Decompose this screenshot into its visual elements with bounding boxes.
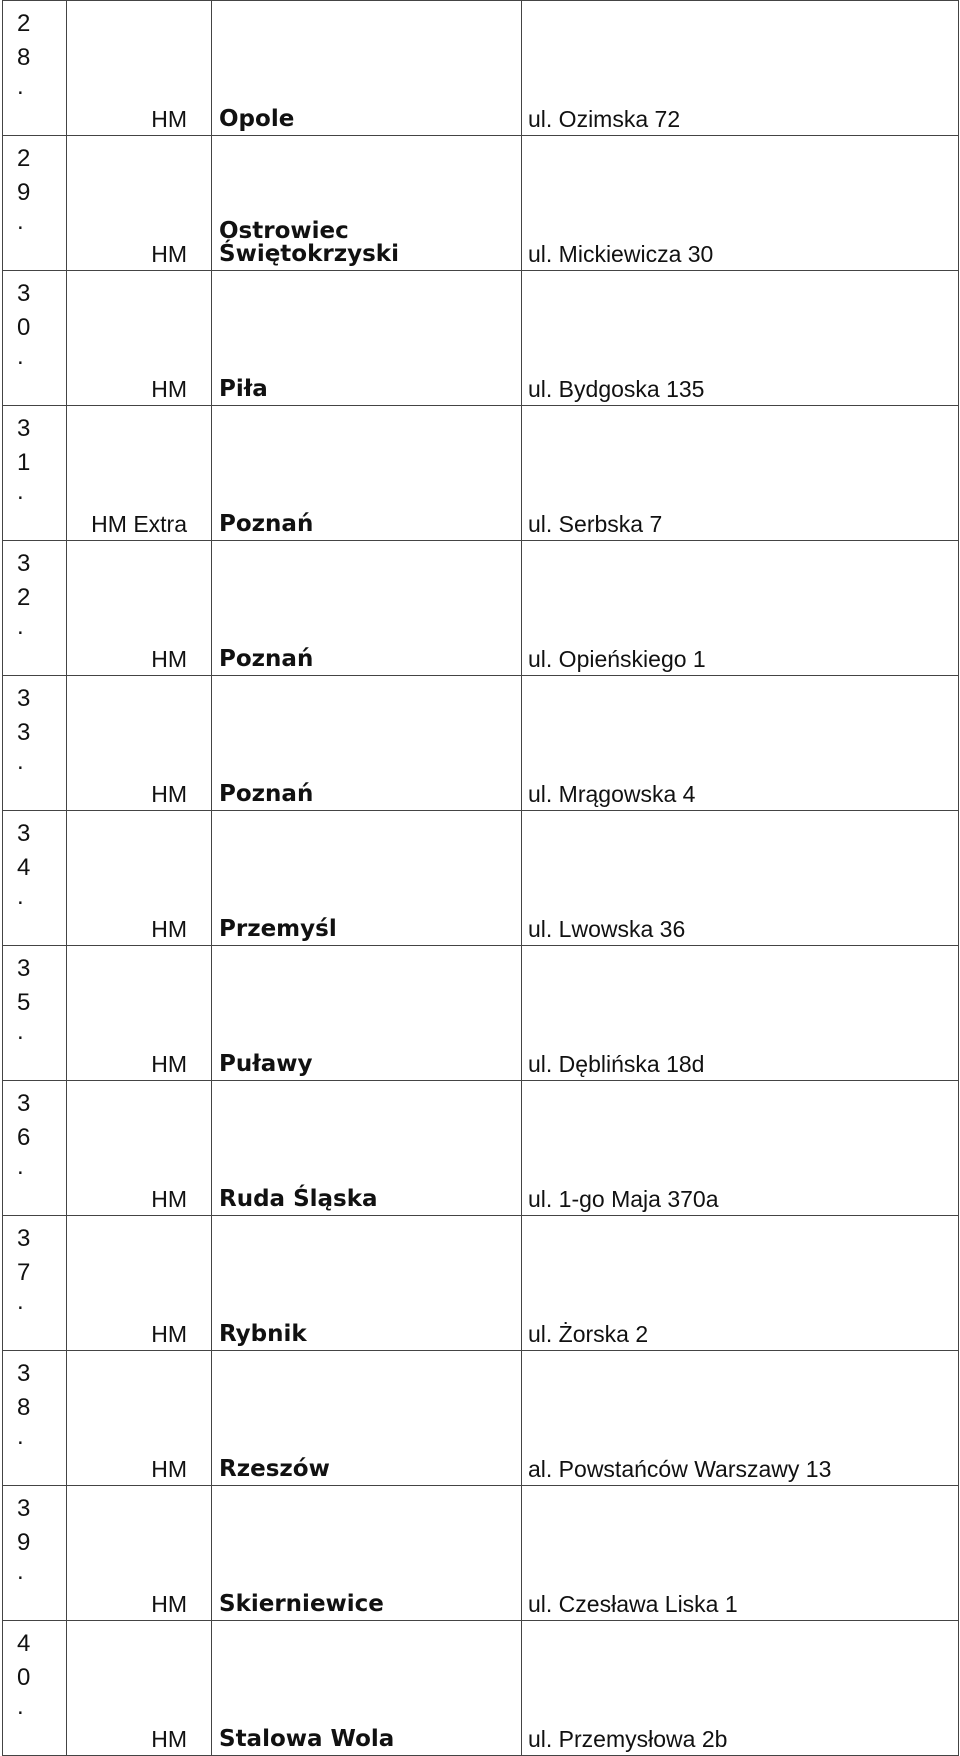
row-number-digit-1: 3	[17, 1495, 31, 1522]
store-city: Skierniewice	[212, 1486, 522, 1621]
row-number-dot: .	[17, 613, 24, 640]
table-row	[3, 406, 959, 541]
table-row	[3, 136, 959, 271]
table-row	[3, 271, 959, 406]
row-number-digit-2: 1	[17, 449, 31, 476]
store-address: ul. Mickiewicza 30	[522, 136, 959, 271]
row-number-digit-2: 5	[17, 989, 31, 1016]
store-city: Stalowa Wola	[212, 1621, 522, 1756]
row-number-digit-2: 9	[17, 1529, 31, 1556]
row-number	[3, 1081, 67, 1216]
table-row	[3, 811, 959, 946]
row-number-digit-2: 6	[17, 1124, 31, 1151]
store-city: Piła	[212, 271, 522, 406]
row-number-dot: .	[17, 748, 24, 775]
row-number	[3, 271, 67, 406]
row-number-digit-2: 7	[17, 1259, 31, 1286]
row-number-digit-2: 4	[17, 854, 31, 881]
store-type: HM	[67, 136, 212, 271]
row-number-digit-2: 8	[17, 44, 31, 71]
table-row	[3, 1, 959, 136]
store-type: HM	[67, 811, 212, 946]
row-number-dot: .	[17, 478, 24, 505]
store-address: al. Powstańców Warszawy 13	[522, 1351, 959, 1486]
store-address: ul. Przemysłowa 2b	[522, 1621, 959, 1756]
row-number	[3, 946, 67, 1081]
store-type: HM	[67, 946, 212, 1081]
table-row	[3, 1216, 959, 1351]
store-address: ul. Bydgoska 135	[522, 271, 959, 406]
store-address: ul. Lwowska 36	[522, 811, 959, 946]
store-type: HM	[67, 1, 212, 136]
row-number-digit-2: 2	[17, 584, 31, 611]
row-number-digit-1: 3	[17, 685, 31, 712]
store-address: ul. Serbska 7	[522, 406, 959, 541]
row-number-digit-1: 2	[17, 145, 31, 172]
store-address: ul. 1-go Maja 370a	[522, 1081, 959, 1216]
row-number	[3, 1216, 67, 1351]
row-number-digit-1: 3	[17, 280, 31, 307]
store-type: HM	[67, 1081, 212, 1216]
store-city: Rybnik	[212, 1216, 522, 1351]
store-city: Ostrowiec Świętokrzyski	[212, 136, 522, 271]
row-number-dot: .	[17, 73, 24, 100]
row-number	[3, 1, 67, 136]
row-number-digit-1: 3	[17, 550, 31, 577]
store-address: ul. Żorska 2	[522, 1216, 959, 1351]
store-type: HM	[67, 676, 212, 811]
table-row	[3, 1081, 959, 1216]
row-number-dot: .	[17, 208, 24, 235]
row-number-digit-1: 3	[17, 955, 31, 982]
row-number-digit-1: 4	[17, 1630, 31, 1657]
row-number-digit-2: 9	[17, 179, 31, 206]
row-number-digit-2: 3	[17, 719, 31, 746]
row-number-dot: .	[17, 1018, 24, 1045]
table-row	[3, 1621, 959, 1756]
row-number	[3, 676, 67, 811]
table-row	[3, 1486, 959, 1621]
store-city: Opole	[212, 1, 522, 136]
row-number-dot: .	[17, 1423, 24, 1450]
store-type: HM	[67, 541, 212, 676]
store-type: HM	[67, 1351, 212, 1486]
row-number	[3, 811, 67, 946]
store-city: Puławy	[212, 946, 522, 1081]
row-number	[3, 136, 67, 271]
row-number	[3, 1621, 67, 1756]
store-city: Poznań	[212, 541, 522, 676]
stores-table	[2, 0, 959, 1756]
row-number	[3, 406, 67, 541]
store-city: Przemyśl	[212, 811, 522, 946]
row-number-digit-1: 3	[17, 820, 31, 847]
row-number-digit-2: 8	[17, 1394, 31, 1421]
store-city: Rzeszów	[212, 1351, 522, 1486]
row-number-digit-2: 0	[17, 1664, 31, 1691]
row-number-digit-1: 2	[17, 10, 31, 37]
row-number	[3, 1351, 67, 1486]
row-number-dot: .	[17, 343, 24, 370]
store-address: ul. Ozimska 72	[522, 1, 959, 136]
store-address: ul. Czesława Liska 1	[522, 1486, 959, 1621]
row-number-digit-1: 3	[17, 1225, 31, 1252]
row-number-digit-1: 3	[17, 1090, 31, 1117]
row-number-dot: .	[17, 1558, 24, 1585]
row-number-dot: .	[17, 1693, 24, 1720]
store-type: HM Extra	[67, 406, 212, 541]
row-number-digit-2: 0	[17, 314, 31, 341]
row-number-digit-1: 3	[17, 415, 31, 442]
stores-table-body	[3, 1, 959, 1756]
store-city: Poznań	[212, 406, 522, 541]
row-number	[3, 1486, 67, 1621]
table-row	[3, 541, 959, 676]
store-type: HM	[67, 1486, 212, 1621]
table-row	[3, 946, 959, 1081]
table-row	[3, 676, 959, 811]
store-type: HM	[67, 1216, 212, 1351]
store-address: ul. Mrągowska 4	[522, 676, 959, 811]
store-address: ul. Dęblińska 18d	[522, 946, 959, 1081]
row-number-dot: .	[17, 883, 24, 910]
store-address: ul. Opieńskiego 1	[522, 541, 959, 676]
row-number-dot: .	[17, 1153, 24, 1180]
store-type: HM	[67, 1621, 212, 1756]
store-city: Ruda Śląska	[212, 1081, 522, 1216]
row-number	[3, 541, 67, 676]
row-number-digit-1: 3	[17, 1360, 31, 1387]
row-number-dot: .	[17, 1288, 24, 1315]
table-row	[3, 1351, 959, 1486]
store-city: Poznań	[212, 676, 522, 811]
store-type: HM	[67, 271, 212, 406]
